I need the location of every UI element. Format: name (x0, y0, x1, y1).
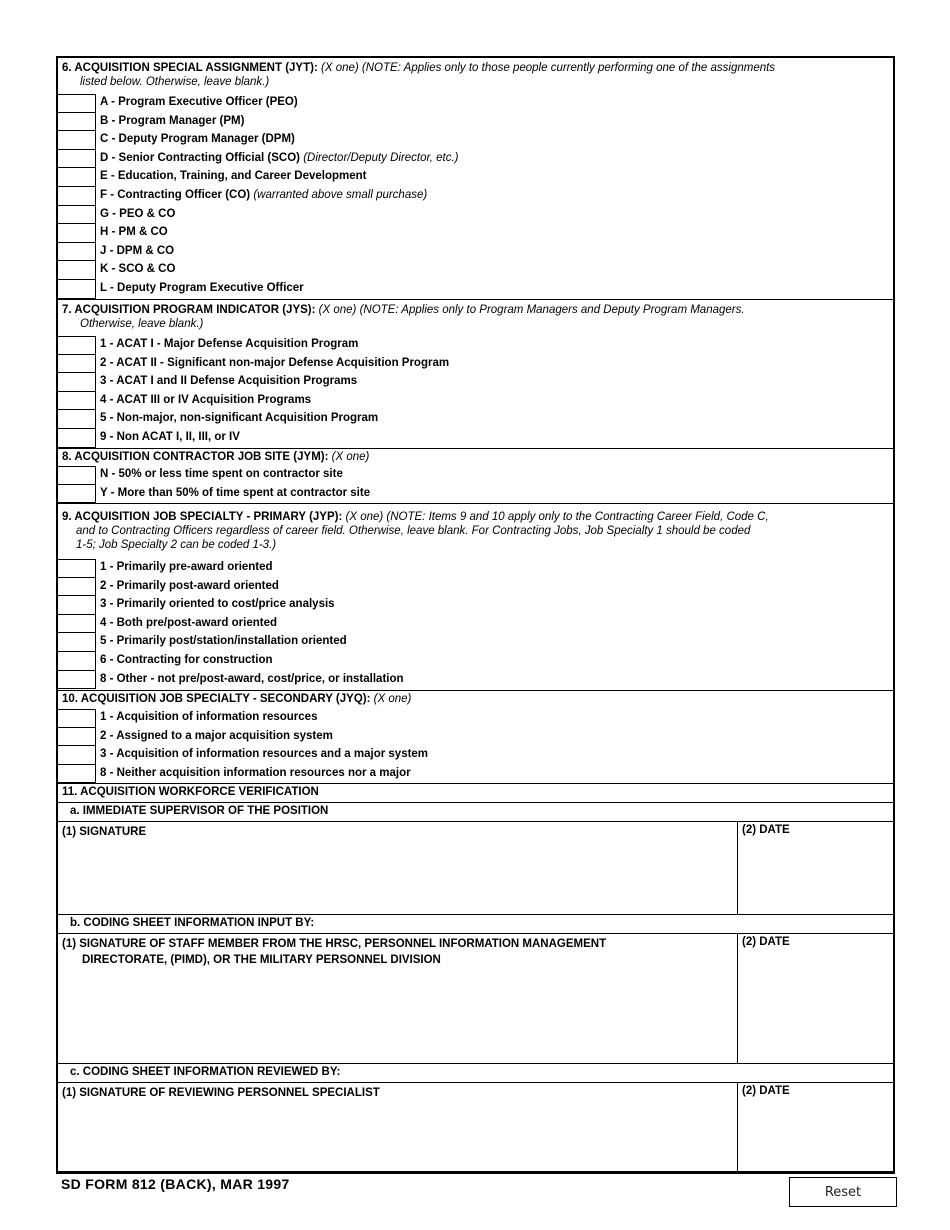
option-label (100, 357, 449, 369)
option-label (100, 748, 428, 760)
option-row (58, 168, 897, 187)
option-label-text: B - Program Manager (PM) (100, 114, 245, 127)
section-8-contractor-job-site (58, 449, 893, 504)
option-label (100, 730, 333, 742)
option-checkbox[interactable] (58, 596, 96, 615)
option-label-text: H - PM & CO (100, 226, 168, 239)
option-checkbox[interactable] (58, 615, 96, 634)
option-label-text: Y - More than 50% of time spent at contractor site (100, 486, 371, 499)
option-label-text: C - Deputy Program Manager (DPM) (100, 133, 295, 146)
option-label (100, 635, 347, 647)
option-label (100, 115, 244, 127)
section-11c-row (58, 1082, 893, 1174)
section-10-options (58, 709, 897, 783)
option-row (58, 336, 897, 355)
option-row (58, 559, 897, 578)
option-label (100, 245, 174, 257)
option-label (100, 263, 175, 275)
option-label (100, 468, 343, 480)
option-checkbox[interactable] (58, 131, 96, 150)
option-row (58, 671, 897, 690)
option-row (58, 466, 897, 485)
option-row (58, 243, 897, 262)
option-row (58, 261, 897, 280)
option-row (58, 392, 897, 411)
staff-signature-field[interactable] (58, 934, 738, 1063)
section-11a-heading: a. IMMEDIATE SUPERVISOR OF THE POSITION (70, 805, 329, 817)
option-label (100, 96, 298, 108)
option-label (100, 561, 273, 573)
staff-date-field[interactable]: (2) DATE (742, 936, 790, 948)
option-checkbox[interactable] (58, 765, 96, 784)
option-row (58, 94, 897, 113)
option-row (58, 280, 897, 299)
option-label-text: 2 - ACAT II - Significant non-major Defense Acquisition Program (100, 356, 450, 369)
section-11b-row (58, 933, 893, 1063)
option-label-text: J - DPM & CO (100, 244, 175, 257)
option-checkbox[interactable] (58, 392, 96, 411)
option-checkbox[interactable] (58, 373, 96, 392)
option-label (100, 487, 370, 499)
option-label-text: 8 - Other - not pre/post-award, cost/price, or installation (100, 672, 404, 685)
option-label (100, 598, 335, 610)
supervisor-date-field[interactable]: (2) DATE (742, 824, 790, 836)
option-checkbox[interactable] (58, 280, 96, 299)
option-label-text: 1 - Acquisition of information resources (100, 711, 318, 723)
form-footer: SD FORM 812 (BACK), MAR 1997 (61, 1176, 290, 1192)
section-10-heading: 10. ACQUISITION JOB SPECIALTY - SECONDARY (JYQ): (X one) (62, 693, 412, 705)
section-8-options (58, 466, 897, 503)
staff-signature-label-2: DIRECTORATE, (PIMD), OR THE MILITARY PERSONNEL DIVISION (82, 954, 441, 966)
option-checkbox[interactable] (58, 485, 96, 504)
option-row (58, 765, 897, 784)
reviewer-date-field[interactable]: (2) DATE (742, 1085, 790, 1097)
option-row (58, 429, 897, 448)
reset-button[interactable]: Reset (789, 1177, 897, 1207)
supervisor-signature-field[interactable]: (1) SIGNATURE (58, 822, 738, 914)
option-label-text: 4 - ACAT III or IV Acquisition Programs (100, 393, 312, 406)
section-6-special-assignment (58, 58, 893, 300)
option-label (100, 133, 295, 145)
section-9-heading: 9. ACQUISITION JOB SPECIALTY - PRIMARY (JYP): (X one) (NOTE: Items 9 and 10 apply only to the Contracting Career Field, Code C, and to Contracting Officers regardless of career field. Otherwise, leave blank. For Contracting Jobs, Job Specialty 1 should be coded 1-5; Job Specialty 2 can be coded 1-3.) (62, 511, 769, 551)
option-row (58, 224, 897, 243)
option-note: (warranted above small purchase) (253, 188, 428, 201)
option-checkbox[interactable] (58, 224, 96, 243)
section-11-workforce-verification (58, 784, 893, 1176)
option-checkbox[interactable] (58, 206, 96, 225)
option-checkbox[interactable] (58, 709, 96, 728)
option-label (100, 338, 358, 350)
option-label-text: 9 - Non ACAT I, II, III, or IV (100, 430, 240, 443)
option-label-text: 3 - ACAT I and II Defense Acquisition Programs (100, 375, 358, 388)
section-9-options (58, 559, 897, 689)
option-label (100, 431, 240, 443)
section-11a-row (58, 821, 893, 914)
option-checkbox[interactable] (58, 466, 96, 485)
option-row (58, 206, 897, 225)
option-checkbox[interactable] (58, 728, 96, 747)
option-label (100, 617, 277, 629)
option-label-text: E - Education, Training, and Career Development (100, 170, 367, 183)
option-checkbox[interactable] (58, 410, 96, 429)
option-label-text: F - Contracting Officer (CO) (100, 188, 251, 201)
option-label-text: 8 - Neither acquisition information resources nor a major (100, 766, 411, 779)
option-row (58, 578, 897, 597)
option-row (58, 633, 897, 652)
option-checkbox[interactable] (58, 261, 96, 280)
option-checkbox[interactable] (58, 355, 96, 374)
form-812-back (56, 56, 895, 1174)
option-label-text: 5 - Primarily post/station/installation oriented (100, 635, 347, 648)
option-label (100, 189, 427, 201)
option-row (58, 728, 897, 747)
option-row (58, 187, 897, 206)
section-7-options (58, 336, 897, 448)
option-checkbox[interactable] (58, 559, 96, 578)
option-label (100, 282, 304, 294)
option-row (58, 373, 897, 392)
option-label-text: N - 50% or less time spent on contractor site (100, 468, 343, 480)
option-label-text: A - Program Executive Officer (PEO) (100, 96, 298, 108)
option-checkbox[interactable] (58, 671, 96, 690)
option-label-text: 2 - Primarily post-award oriented (100, 579, 279, 592)
option-row (58, 150, 897, 169)
option-checkbox[interactable] (58, 168, 96, 187)
option-label (100, 226, 168, 238)
option-label-text: 1 - Primarily pre-award oriented (100, 561, 273, 573)
option-row (58, 131, 897, 150)
option-row (58, 652, 897, 671)
section-10-job-specialty-secondary (58, 691, 893, 784)
option-label (100, 654, 273, 666)
option-label (100, 152, 458, 164)
section-11c-heading: c. CODING SHEET INFORMATION REVIEWED BY: (58, 1063, 893, 1082)
option-checkbox[interactable] (58, 336, 96, 355)
section-6-heading: 6. ACQUISITION SPECIAL ASSIGNMENT (JYT): (X one) (NOTE: Applies only to those people currently performing one of the assignments listed below. Otherwise, leave blank.) (62, 62, 776, 88)
option-row (58, 709, 897, 728)
option-label (100, 170, 366, 182)
section-9-job-specialty-primary (58, 504, 893, 691)
option-label-text: 5 - Non-major, non-significant Acquisition Program (100, 412, 379, 425)
section-11-heading: 11. ACQUISITION WORKFORCE VERIFICATION (58, 784, 893, 803)
option-checkbox[interactable] (58, 150, 96, 169)
option-label (100, 580, 279, 592)
option-label (100, 375, 357, 387)
staff-signature-label-1: (1) SIGNATURE OF STAFF MEMBER FROM THE HRSC, PERSONNEL INFORMATION MANAGEMENT (62, 938, 607, 950)
option-checkbox[interactable] (58, 746, 96, 765)
option-row (58, 355, 897, 374)
option-label-text: G - PEO & CO (100, 207, 176, 220)
option-label (100, 711, 317, 723)
option-label (100, 767, 411, 779)
option-label (100, 412, 378, 424)
option-checkbox[interactable] (58, 429, 96, 448)
option-label-text: K - SCO & CO (100, 263, 176, 276)
option-label (100, 208, 175, 220)
option-row (58, 113, 897, 132)
option-label (100, 394, 311, 406)
reviewer-signature-field[interactable]: (1) SIGNATURE OF REVIEWING PERSONNEL SPECIALIST (58, 1083, 738, 1174)
option-label-text: 3 - Primarily oriented to cost/price analysis (100, 598, 335, 611)
section-7-heading: 7. ACQUISITION PROGRAM INDICATOR (JYS): (X one) (NOTE: Applies only to Program Managers and Deputy Program Managers. Otherwise, leave blank.) (62, 304, 745, 330)
section-7-program-indicator (58, 300, 893, 449)
section-8-heading: 8. ACQUISITION CONTRACTOR JOB SITE (JYM): (X one) (62, 451, 370, 463)
option-row (58, 615, 897, 634)
option-checkbox[interactable] (58, 94, 96, 113)
option-label-text: 4 - Both pre/post-award oriented (100, 616, 277, 629)
option-row (58, 485, 897, 504)
option-label-text: 3 - Acquisition of information resources and a major system (100, 748, 429, 761)
option-label-text: D - Senior Contracting Official (SCO) (100, 151, 300, 164)
option-row (58, 410, 897, 429)
option-row (58, 746, 897, 765)
option-label-text: L - Deputy Program Executive Officer (100, 281, 304, 294)
option-label (100, 673, 404, 685)
option-label-text: 1 - ACAT I - Major Defense Acquisition Program (100, 338, 359, 350)
option-label-text: 6 - Contracting for construction (100, 653, 273, 666)
option-checkbox[interactable] (58, 187, 96, 206)
option-checkbox[interactable] (58, 652, 96, 671)
section-6-options (58, 94, 897, 299)
section-11b-heading: b. CODING SHEET INFORMATION INPUT BY: (58, 914, 893, 933)
option-note: (Director/Deputy Director, etc.) (303, 151, 459, 164)
option-row (58, 596, 897, 615)
option-label-text: 2 - Assigned to a major acquisition system (100, 729, 333, 742)
option-checkbox[interactable] (58, 578, 96, 597)
option-checkbox[interactable] (58, 633, 96, 652)
option-checkbox[interactable] (58, 113, 96, 132)
option-checkbox[interactable] (58, 243, 96, 262)
